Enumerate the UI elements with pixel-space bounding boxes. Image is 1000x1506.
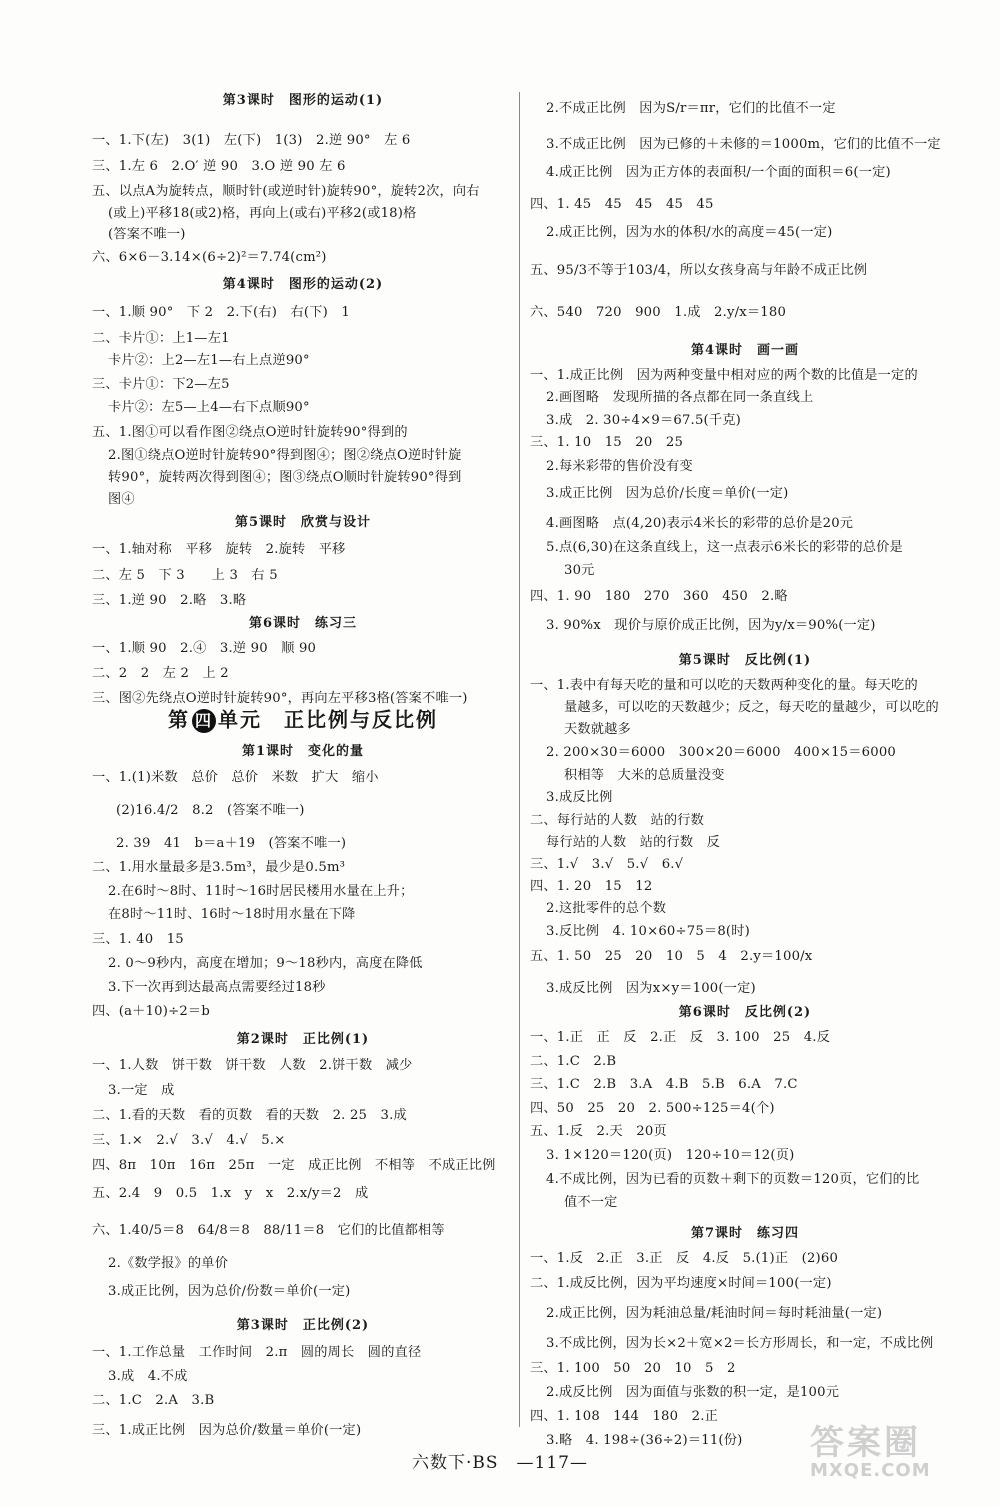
answer-line: 二、1.用水量最多是3.5m³，最少是0.5m³: [92, 860, 346, 875]
answer-line: 卡片②：上2—左1—右上点逆90°: [108, 353, 310, 368]
answer-line: 一、1.(1)米数 总价 总价 米数 扩大 缩小: [92, 770, 379, 785]
answer-line: 一、1.正 正 反 2.正 反 3. 100 25 4.反: [530, 1030, 831, 1045]
answer-line: 一、1.顺 90 2.④ 3.逆 90 顺 90: [92, 641, 317, 656]
answer-line: 2.成正比例，因为耗油总量/耗油时间＝每时耗油量(一定): [546, 1306, 883, 1321]
answer-line: 三、1. 10 15 20 25: [530, 435, 684, 450]
lesson-heading: 第5课时 反比例(1): [678, 653, 812, 668]
answer-line: 三、卡片①：下2—左5: [92, 377, 230, 392]
answer-line: 二、2 2 左 2 上 2: [92, 666, 229, 681]
answer-line: 三、1.× 2.√ 3.√ 4.√ 5.×: [92, 1133, 286, 1148]
answer-line: 2.在6时～8时、11时～16时居民楼用水量在上升；: [108, 884, 414, 899]
answer-line: 三、1.左 6 2.O′ 逆 90 3.O 逆 90 左 6: [92, 159, 346, 174]
answer-line: 3.成 4.不成: [108, 1369, 188, 1384]
answer-line: 四、1. 108 144 180 2.正: [530, 1409, 718, 1424]
answer-line: 2.不成正比例 因为S/r＝πr，它们的比值不一定: [546, 101, 836, 116]
lesson-heading: 第1课时 变化的量: [241, 744, 365, 759]
answer-line: 五、1.反 2.天 20页: [530, 1124, 667, 1139]
answer-line: 三、1.成正比例 因为总价/数量＝单价(一定): [92, 1423, 362, 1438]
watermark-text: 答案圈: [810, 1423, 921, 1463]
answer-line: 2.图①绕点O逆时针旋转90°得到图④；图②绕点O逆时针旋: [108, 448, 462, 463]
watermark-logo: [810, 1415, 980, 1495]
page-footer: 六数下·BS —117—: [412, 1453, 588, 1473]
answer-line: 二、左 5 下 3 上 3 右 5: [92, 568, 278, 583]
answer-line: 3.成正比例 因为总价/长度＝单价(一定): [546, 486, 789, 501]
answer-line: 3.反比例 4. 10×60÷75＝8(时): [546, 924, 751, 939]
answer-line: 3.成反比例: [546, 790, 613, 805]
answer-line: 五、1. 50 25 20 10 5 4 2.y＝100/x: [530, 949, 813, 964]
answer-line: 5.点(6,30)在这条直线上，这一点表示6米长的彩带的总价是: [546, 540, 903, 555]
answer-line: 四、1. 45 45 45 45 45: [530, 197, 714, 212]
answer-line: 二、1.看的天数 看的页数 看的天数 2. 25 3.成: [92, 1108, 407, 1123]
unit-title: [92, 709, 514, 733]
answer-line: 五、95/3不等于103/4，所以女孩身高与年龄不成正比例: [530, 263, 868, 278]
answer-line: (2)16.4/2 8.2 (答案不唯一): [116, 803, 305, 818]
answer-line: 4.画图略 点(4,20)表示4米长的彩带的总价是20元: [546, 516, 854, 531]
answer-line: 四、1. 20 15 12: [530, 879, 653, 894]
answer-line: 五、以点A为旋转点，顺时针(或逆时针)旋转90°，旋转2次，向右: [92, 184, 480, 199]
answer-line: 30元: [564, 563, 595, 578]
answer-line: 积相等 大米的总质量没变: [564, 768, 725, 783]
answer-line: 一、1.轴对称 平移 旋转 2.旋转 平移: [92, 542, 346, 557]
answer-line: 2.这批零件的总个数: [546, 901, 667, 916]
column-divider: [519, 92, 520, 1427]
answer-line: 三、1.√ 3.√ 5.√ 6.√: [530, 857, 684, 872]
answer-line: 在8时～11时、16时～18时用水量在下降: [108, 907, 356, 922]
answer-line: 值不一定: [564, 1195, 618, 1210]
lesson-heading: 第4课时 画一画: [690, 343, 800, 358]
answer-line: 一、1.表中有每天吃的量和可以吃的天数两种变化的量。每天吃的: [530, 678, 918, 693]
answer-line: 四、1. 90 180 270 360 450 2.略: [530, 589, 788, 604]
answer-line: 2. 200×30＝6000 300×20＝6000 400×15＝6000: [546, 745, 896, 760]
answer-line: 二、1.C 2.B: [530, 1054, 617, 1069]
answer-line: 二、卡片①：上1—左1: [92, 331, 230, 346]
lesson-heading: 第5课时 欣赏与设计: [234, 515, 372, 530]
answer-line: 3. 90%x 现价与原价成正比例，因为y/x＝90%(一定): [546, 618, 876, 633]
answer-line: (答案不唯一): [108, 227, 186, 242]
answer-line: 四、(a＋10)÷2＝b: [92, 1004, 210, 1019]
answer-line: 五、1.图①可以看作图②绕点O逆时针旋转90°得到的: [92, 425, 408, 440]
answer-line: 量越多，可以吃的天数越少；反之，每天吃的量越少，可以吃的: [564, 700, 939, 715]
unit-title-text: 单元 正比例与反比例: [218, 707, 438, 732]
answer-line: 三、1. 100 50 20 10 5 2: [530, 1361, 736, 1376]
lesson-heading: 第2课时 正比例(1): [236, 1032, 370, 1047]
answer-line: 2. 0～9秒内，高度在增加；9～18秒内，高度在降低: [108, 956, 423, 971]
answer-line: 三、1. 40 15: [92, 932, 184, 947]
lesson-heading: 第6课时 反比例(2): [678, 1005, 812, 1020]
answer-line: 一、1.顺 90° 下 2 2.下(右) 右(下) 1: [92, 305, 350, 320]
answer-line: 3.成 2. 30÷4×9＝67.5(千克): [546, 413, 742, 428]
answer-line: 三、图②先绕点O逆时针旋转90°，再向左平移3格(答案不唯一): [92, 691, 468, 706]
unit-number-badge: 四: [192, 709, 216, 733]
answer-line: 2.成正比例，因为水的体积/水的高度＝45(一定): [546, 225, 833, 240]
answer-line: 六、6×6－3.14×(6÷2)²＝7.74(cm²): [92, 250, 327, 265]
answer-line: 3.下一次再到达最高点需要经过18秒: [108, 980, 326, 995]
answer-line: 六、1.40/5＝8 64/8＝8 88/11＝8 它们的比值都相等: [92, 1223, 445, 1238]
answer-line: 二、1.C 2.A 3.B: [92, 1393, 215, 1408]
answer-line: 六、540 720 900 1.成 2.y/x＝180: [530, 305, 787, 320]
unit-title-prefix: 第: [168, 707, 190, 732]
answer-line: 2.《数学报》的单价: [108, 1256, 229, 1271]
answer-line: 3.不成比例，因为长×2＋宽×2＝长方形周长，和一定，不成比例: [546, 1336, 934, 1351]
answer-line: 三、1.C 2.B 3.A 4.B 5.B 6.A 7.C: [530, 1077, 798, 1092]
answer-line: 3.成反比例 因为x×y＝100(一定): [546, 981, 756, 996]
answer-line: 一、1.工作总量 工作时间 2.π 圆的周长 圆的直径: [92, 1345, 422, 1360]
lesson-heading: 第7课时 练习四: [690, 1226, 800, 1241]
answer-line: 二、每行站的人数 站的行数: [530, 813, 705, 828]
answer-line: 4.不成比例，因为已看的页数＋剩下的页数＝120页，它们的比: [546, 1172, 920, 1187]
watermark-url: MXQE.COM: [810, 1460, 931, 1481]
answer-line: 3. 1×120＝120(页) 120÷10＝12(页): [546, 1148, 795, 1163]
lesson-heading: 第3课时 图形的运动(1): [222, 93, 384, 108]
answer-line: 4.成正比例 因为正方体的表面积/一个面的面积＝6(一定): [546, 165, 891, 180]
answer-line: 2.每米彩带的售价没有变: [546, 459, 693, 474]
answer-line: 一、1.成正比例 因为两种变量中相对应的两个数的比值是一定的: [530, 368, 918, 383]
answer-line: 一、1.人数 饼干数 饼干数 人数 2.饼干数 减少: [92, 1058, 413, 1073]
answer-line: 3.一定 成: [108, 1083, 175, 1098]
answer-line: 2.画图略 发现所描的各点都在同一条直线上: [546, 390, 814, 405]
lesson-heading: 第4课时 图形的运动(2): [222, 277, 384, 292]
answer-line: 图④: [108, 492, 135, 507]
answer-line: 四、50 25 20 2. 500÷125＝4(个): [530, 1101, 775, 1116]
answer-line: 3.成正比例，因为总价/份数＝单价(一定): [108, 1284, 351, 1299]
answer-line: 3.略 4. 198÷(36÷2)＝11(份): [546, 1433, 743, 1448]
lesson-heading: 第3课时 正比例(2): [236, 1318, 370, 1333]
answer-line: 3.不成正比例 因为已修的＋未修的＝1000m，它们的比值不一定: [546, 137, 941, 152]
answer-line: 二、1.成反比例，因为平均速度×时间＝100(一定): [530, 1276, 832, 1291]
answer-line: 2. 39 41 b＝a＋19 (答案不唯一): [116, 836, 347, 851]
answer-line: 四、8π 10π 16π 25π 一定 成正比例 不相等 不成正比例: [92, 1158, 496, 1173]
answer-line: 2.成反比例 因为面值与张数的积一定，是100元: [546, 1385, 840, 1400]
answer-line: 转90°，旋转两次得到图④；图③绕点O顺时针旋转90°得到: [108, 470, 462, 485]
answer-line: 三、1.逆 90 2.略 3.略: [92, 593, 247, 608]
answer-line: 一、1.下(左) 3(1) 左(下) 1(3) 2.逆 90° 左 6: [92, 133, 411, 148]
answer-line: 卡片②：左5—上4—右下点顺90°: [108, 400, 310, 415]
answer-line: (或上)平移18(或2)格，再向上(或右)平移2(或18)格: [108, 206, 417, 221]
answer-line: 天数就越多: [564, 722, 631, 737]
answer-line: 五、2.4 9 0.5 1.x y x 2.x/y＝2 成: [92, 1186, 369, 1201]
lesson-heading: 第6课时 练习三: [248, 616, 358, 631]
answer-line: 每行站的人数 站的行数 反: [546, 835, 721, 850]
answer-line: 一、1.反 2.正 3.正 反 4.反 5.(1)正 (2)60: [530, 1251, 839, 1266]
